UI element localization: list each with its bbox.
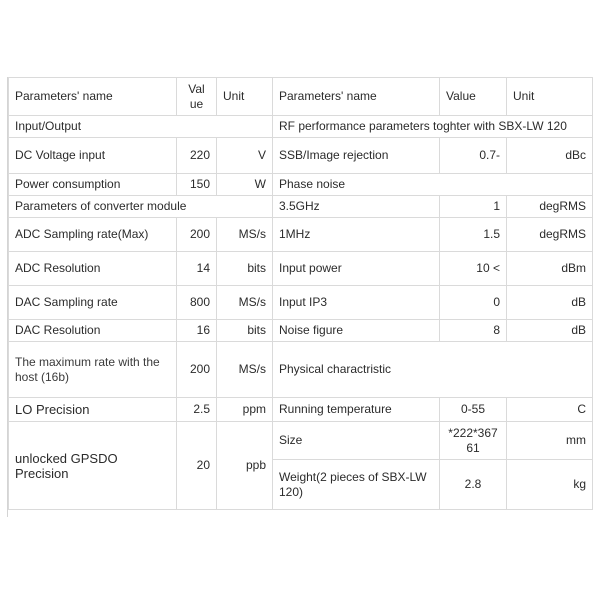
param-name: Input power [273, 252, 440, 286]
param-value: *222*367 61 [440, 422, 507, 460]
param-name: The maximum rate with the host (16b) [9, 342, 177, 398]
param-unit: ppm [217, 398, 273, 422]
param-value: 0.7- [440, 138, 507, 174]
param-unit: ppb [217, 422, 273, 510]
param-name: DAC Sampling rate [9, 286, 177, 320]
param-name: Size [273, 422, 440, 460]
header-value-right: Value [440, 78, 507, 116]
spec-table [8, 77, 593, 510]
section-input-output: Input/Output [9, 116, 273, 138]
param-name: 1MHz [273, 218, 440, 252]
table-header-row [9, 78, 593, 116]
param-name: ADC Sampling rate(Max) [9, 218, 177, 252]
param-value: 1 [440, 196, 507, 218]
param-name: ADC Resolution [9, 252, 177, 286]
param-value: 150 [177, 174, 217, 196]
param-value: 1.5 [440, 218, 507, 252]
param-unit: bits [217, 320, 273, 342]
header-unit-left: Unit [217, 78, 273, 116]
table-row [9, 422, 593, 460]
table-row [9, 174, 593, 196]
table-row [9, 286, 593, 320]
table-row [9, 342, 593, 398]
param-value: 200 [177, 342, 217, 398]
param-unit: MS/s [217, 286, 273, 320]
header-value-left: Val ue [177, 78, 217, 116]
param-value: 800 [177, 286, 217, 320]
param-name: Power consumption [9, 174, 177, 196]
section-phase-noise: Phase noise [273, 174, 593, 196]
header-unit-right: Unit [507, 78, 593, 116]
header-param-name-left: Parameters' name [9, 78, 177, 116]
param-unit: dBc [507, 138, 593, 174]
param-value: 0 [440, 286, 507, 320]
param-unit: degRMS [507, 218, 593, 252]
param-name: DAC Resolution [9, 320, 177, 342]
param-unit: kg [507, 460, 593, 510]
param-value: 20 [177, 422, 217, 510]
table-row [9, 398, 593, 422]
param-unit: MS/s [217, 342, 273, 398]
param-unit: degRMS [507, 196, 593, 218]
param-value: 0-55 [440, 398, 507, 422]
param-unit: dBm [507, 252, 593, 286]
table-row [9, 252, 593, 286]
param-unit: V [217, 138, 273, 174]
param-value: 2.5 [177, 398, 217, 422]
table-row [9, 138, 593, 174]
param-value: 200 [177, 218, 217, 252]
param-name: unlocked GPSDO Precision [9, 422, 177, 510]
param-unit: mm [507, 422, 593, 460]
param-value: 220 [177, 138, 217, 174]
param-unit: dB [507, 286, 593, 320]
param-unit: W [217, 174, 273, 196]
param-name: Input IP3 [273, 286, 440, 320]
param-name: Noise figure [273, 320, 440, 342]
param-unit: dB [507, 320, 593, 342]
section-converter-module: Parameters of converter module [9, 196, 273, 218]
param-value: 10 < [440, 252, 507, 286]
param-name: Weight(2 pieces of SBX-LW 120) [273, 460, 440, 510]
param-name: DC Voltage input [9, 138, 177, 174]
param-name: Running temperature [273, 398, 440, 422]
table-row [9, 320, 593, 342]
param-value: 2.8 [440, 460, 507, 510]
header-param-name-right: Parameters' name [273, 78, 440, 116]
param-name: SSB/Image rejection [273, 138, 440, 174]
param-value: 8 [440, 320, 507, 342]
section-physical: Physical charactristic [273, 342, 593, 398]
section-rf-performance: RF performance parameters toghter with SBX-LW 120 [273, 116, 593, 138]
param-value: 16 [177, 320, 217, 342]
table-row [9, 116, 593, 138]
param-value: 14 [177, 252, 217, 286]
param-name: LO Precision [9, 398, 177, 422]
table-row [9, 196, 593, 218]
param-unit: MS/s [217, 218, 273, 252]
param-unit: C [507, 398, 593, 422]
param-unit: bits [217, 252, 273, 286]
table-row [9, 218, 593, 252]
param-name: 3.5GHz [273, 196, 440, 218]
